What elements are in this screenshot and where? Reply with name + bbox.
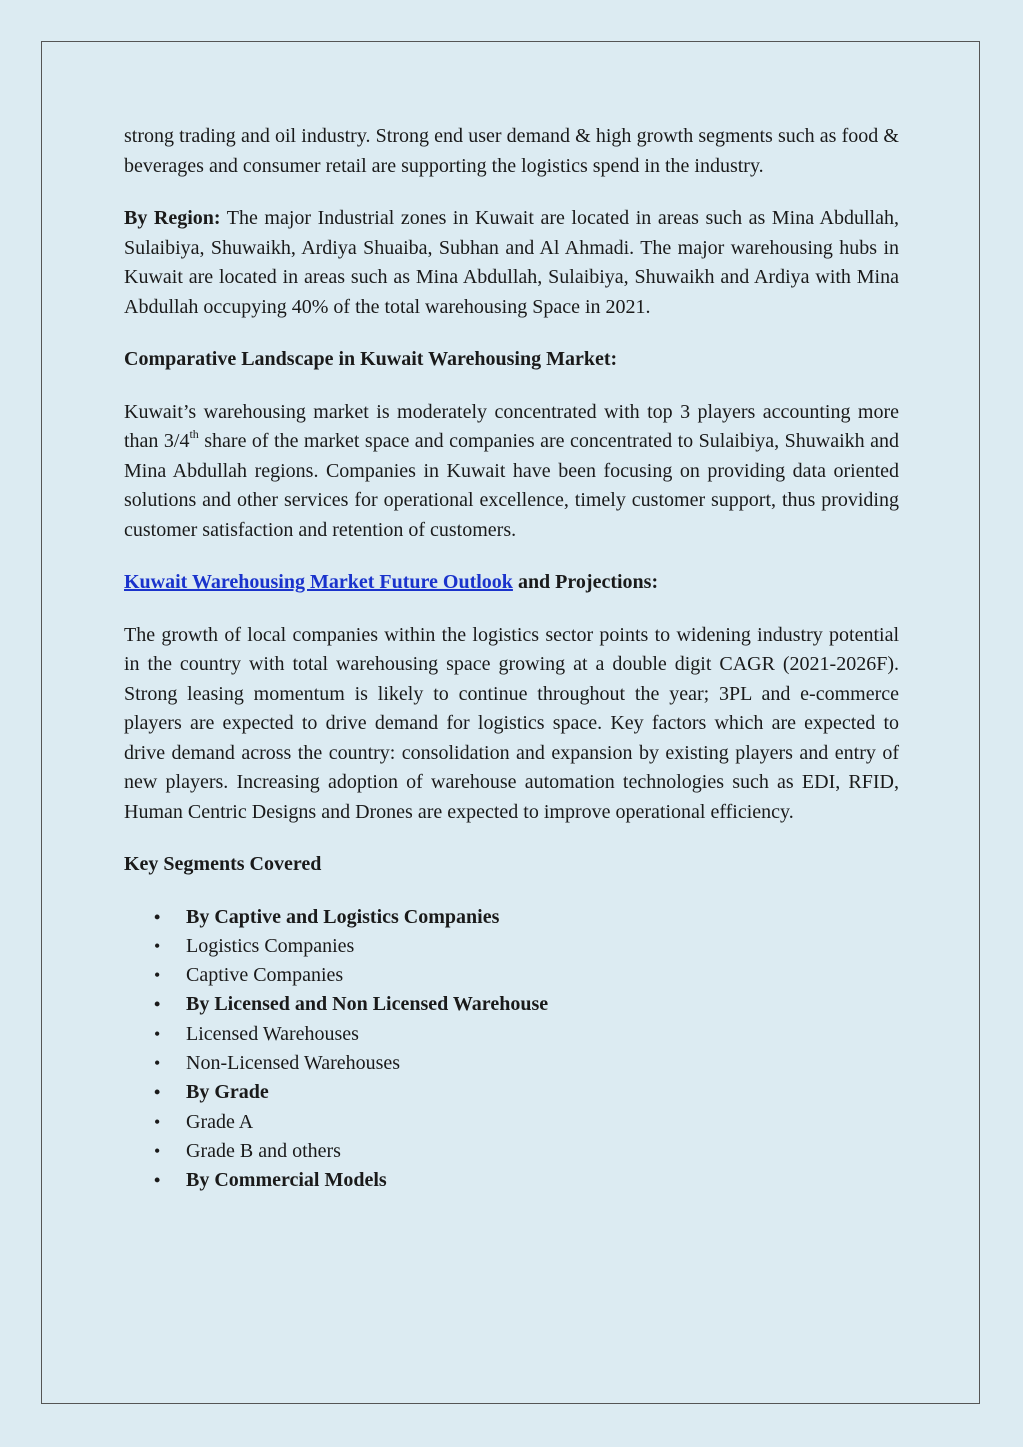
region-label: By Region:: [124, 207, 221, 229]
comparative-landscape-heading: Comparative Landscape in Kuwait Warehousing Market:: [124, 348, 618, 370]
list-item: • By Captive and Logistics Companies: [124, 903, 899, 932]
comparative-text-part2: share of the market space and companies are concentrated to Sulaibiya, Shuwaikh and Mina Abdullah regions. Companies in Kuwait have been focusing on providing data oriented solutions and other services for operational excellence, timely customer support, thus providing customer satisfaction and retention of customers.: [124, 430, 899, 541]
list-item: • Logistics Companies: [124, 932, 899, 961]
outlook-heading-rest: and Projections:: [512, 571, 659, 593]
ordinal-superscript: th: [189, 427, 199, 442]
document-body: [124, 122, 899, 1195]
comparative-paragraph: [124, 398, 899, 546]
list-item: • Non-Licensed Warehouses: [124, 1049, 899, 1078]
region-text: The major Industrial zones in Kuwait are located in areas such as Mina Abdullah, Sulaibiya, Shuwaikh, Ardiya Shuaiba, Subhan and Al Ahmadi. The major warehousing hubs in Kuwait are located in areas such as Mina Abdullah, Sulaibiya, Shuwaikh and Ardiya with Mina Abdullah occupying 40% of the total warehousing Space in 2021.: [124, 207, 899, 318]
list-item: • Grade B and others: [124, 1137, 899, 1166]
list-item: • Captive Companies: [124, 961, 899, 990]
list-item: • By Commercial Models: [124, 1166, 899, 1195]
key-segments-heading: Key Segments Covered: [124, 853, 322, 875]
future-outlook-link[interactable]: Kuwait Warehousing Market Future Outlook: [124, 571, 513, 593]
list-item: • By Licensed and Non Licensed Warehouse: [124, 990, 899, 1019]
list-item: • By Grade: [124, 1078, 899, 1107]
region-paragraph: [124, 204, 899, 322]
intro-paragraph: strong trading and oil industry. Strong end user demand & high growth segments such as food & beverages and consumer retail are supporting the logistics spend in the industry.: [124, 125, 899, 177]
list-item: • Grade A: [124, 1108, 899, 1137]
outlook-paragraph: The growth of local companies within the logistics sector points to widening industry potential in the country with total warehousing space growing at a double digit CAGR (2021-2026F). Strong leasing momentum is likely to continue throughout the year; 3PL and e-commerce players are expected to drive demand for logistics space. Key factors which are expected to drive demand across the country: consolidation and expansion by existing players and entry of new players. Increasing adoption of warehouse automation technologies such as EDI, RFID, Human Centric Designs and Drones are expected to improve operational efficiency.: [124, 623, 899, 823]
segments-list: [124, 903, 899, 1196]
outlook-heading: [124, 568, 899, 598]
comparative-text-part1: Kuwait’s warehousing market is moderately concentrated with top 3 players accounting more than 3/4: [124, 400, 899, 452]
list-item: • Licensed Warehouses: [124, 1020, 899, 1049]
